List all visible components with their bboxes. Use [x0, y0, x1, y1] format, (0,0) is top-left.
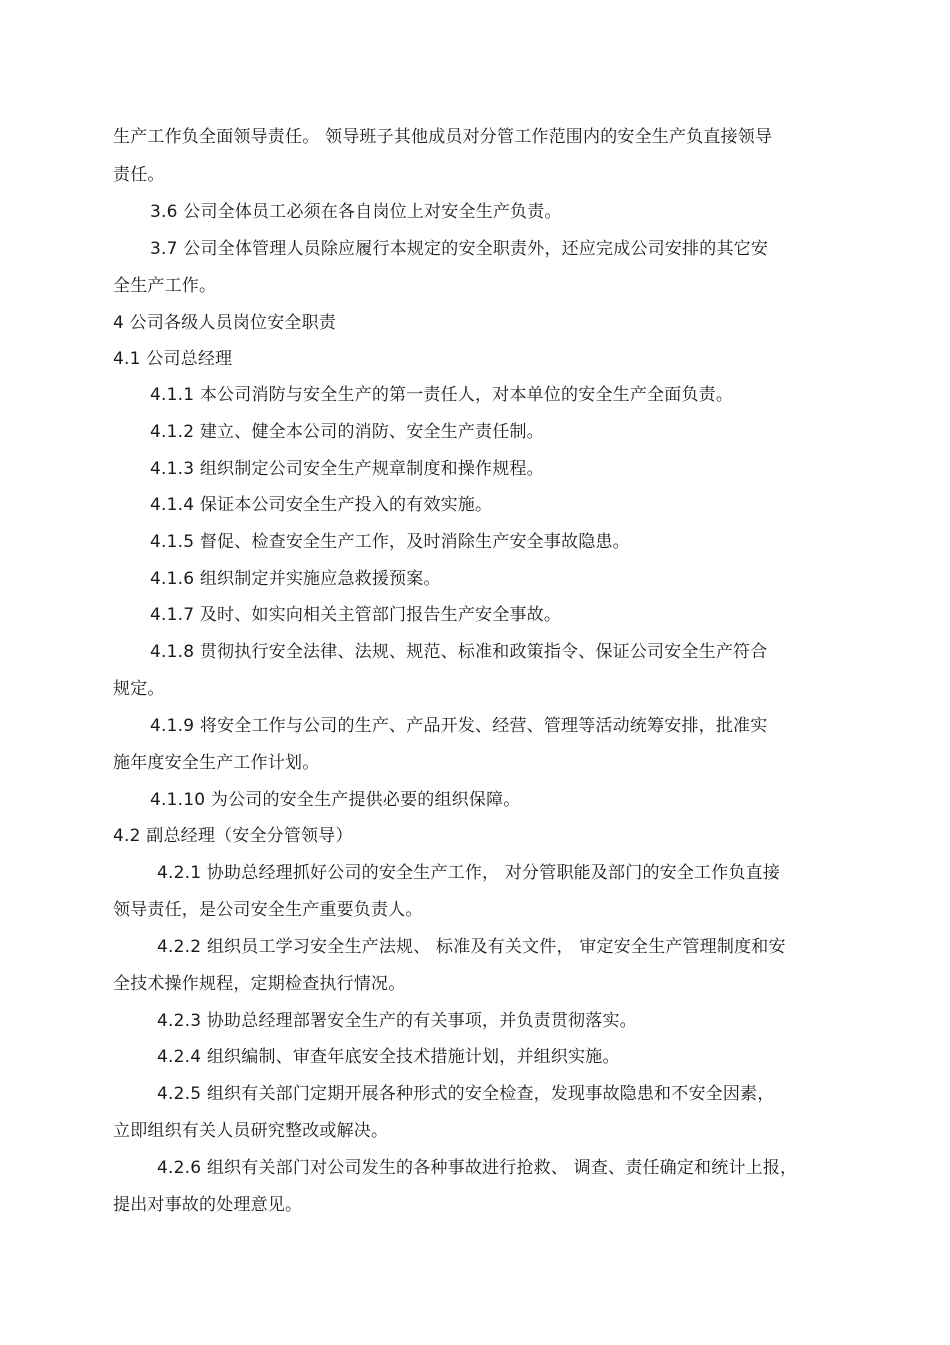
list-item-continuation: 规定。	[113, 679, 165, 699]
paragraph-line: 责任。	[113, 165, 165, 185]
list-item: 4.1.4 保证本公司安全生产投入的有效实施。	[150, 495, 493, 515]
list-item: 4.1.3 组织制定公司安全生产规章制度和操作规程。	[150, 459, 544, 479]
list-item-continuation: 提出对事故的处理意见。	[113, 1195, 303, 1215]
list-item-continuation: 施年度安全生产工作计划。	[113, 753, 320, 773]
list-item: 4.1.2 建立、健全本公司的消防、安全生产责任制。	[150, 422, 544, 442]
list-item-continuation: 立即组织有关人员研究整改或解决。	[113, 1121, 389, 1141]
list-item: 4.1.7 及时、如实向相关主管部门报告生产安全事故。	[150, 605, 562, 625]
list-item-continuation: 全技术操作规程，定期检查执行情况。	[113, 974, 406, 994]
list-item: 4.1.9 将安全工作与公司的生产、产品开发、经营、管理等活动统筹安排，批准实	[150, 716, 768, 736]
paragraph-line: 全生产工作。	[113, 276, 217, 296]
list-item: 4.1.8 贯彻执行安全法律、法规、规范、标准和政策指令、保证公司安全生产符合	[150, 642, 768, 662]
list-item: 4.1.1 本公司消防与安全生产的第一责任人，对本单位的安全生产全面负责。	[150, 385, 734, 405]
list-item: 4.2.5 组织有关部门定期开展各种形式的安全检查，发现事故隐患和不安全因素，	[157, 1084, 775, 1104]
subsection-heading: 4.2 副总经理（安全分管领导）	[113, 826, 353, 846]
list-item: 4.2.2 组织员工学习安全生产法规、 标准及有关文件， 审定安全生产管理制度和安	[157, 937, 786, 957]
list-item: 4.1.6 组织制定并实施应急救援预案。	[150, 569, 441, 589]
section-heading: 4 公司各级人员岗位安全职责	[113, 313, 337, 333]
list-item: 4.2.6 组织有关部门对公司发生的各种事故进行抢救、 调查、责任确定和统计上报，	[157, 1158, 798, 1178]
list-item-continuation: 领导责任，是公司安全生产重要负责人。	[113, 900, 423, 920]
paragraph-line: 3.7 公司全体管理人员除应履行本规定的安全职责外，还应完成公司安排的其它安	[150, 239, 769, 259]
subsection-heading: 4.1 公司总经理	[113, 349, 233, 369]
list-item: 4.2.4 组织编制、审查年底安全技术措施计划，并组织实施。	[157, 1047, 620, 1067]
list-item: 4.2.1 协助总经理抓好公司的安全生产工作， 对分管职能及部门的安全工作负直接	[157, 863, 781, 883]
paragraph-line: 3.6 公司全体员工必须在各自岗位上对安全生产负责。	[150, 202, 562, 222]
list-item: 4.1.10 为公司的安全生产提供必要的组织保障。	[150, 790, 521, 810]
list-item: 4.1.5 督促、检查安全生产工作，及时消除生产安全事故隐患。	[150, 532, 630, 552]
list-item: 4.2.3 协助总经理部署安全生产的有关事项，并负责贯彻落实。	[157, 1011, 637, 1031]
paragraph-line: 生产工作负全面领导责任。 领导班子其他成员对分管工作范围内的安全生产负直接领导	[113, 127, 773, 147]
